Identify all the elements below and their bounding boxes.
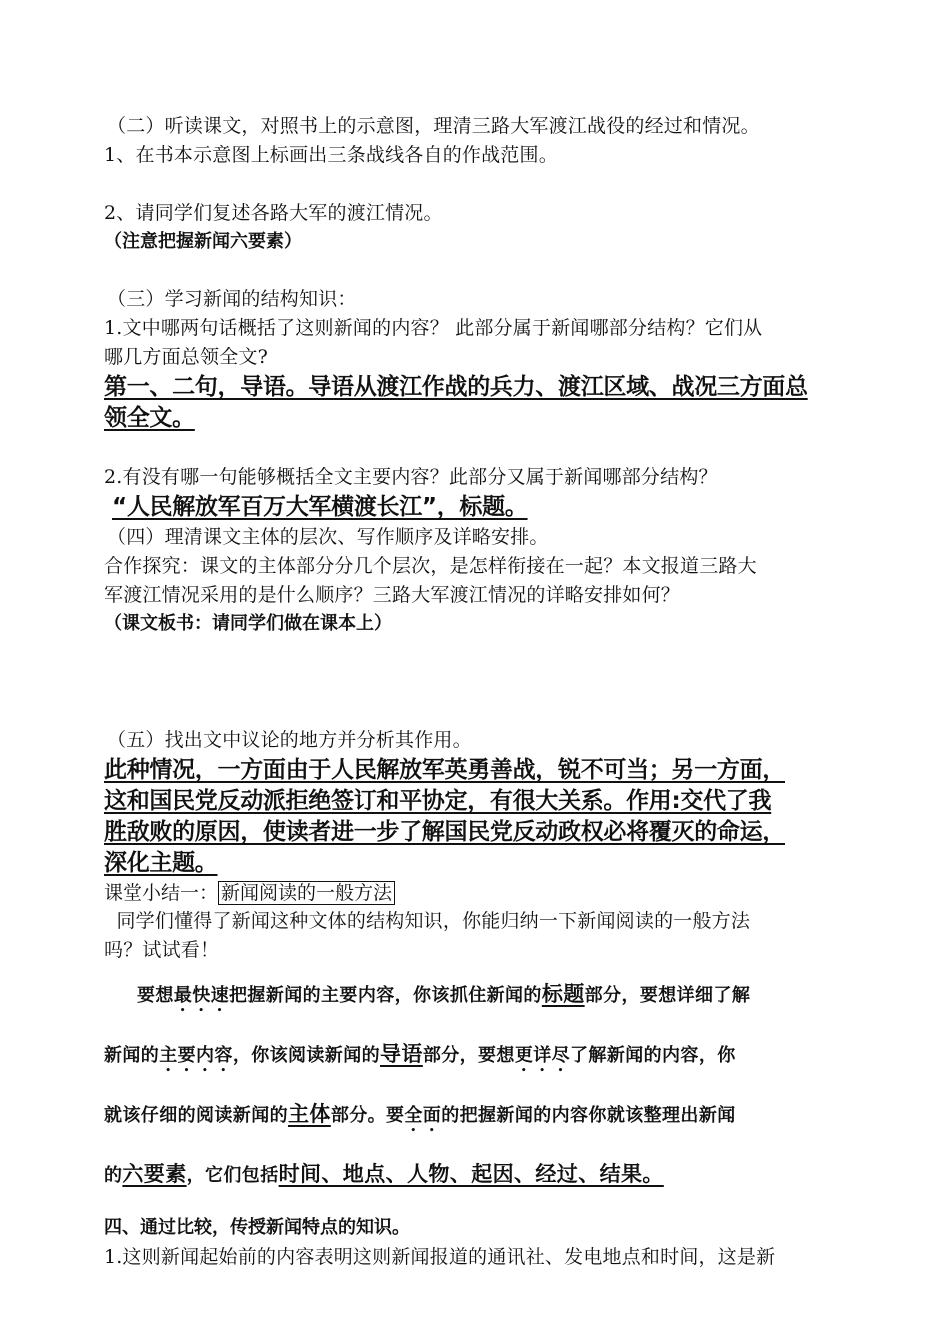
summary-prompt-line-1: 同学们懂得了新闻这种文体的结构知识，你能归纳一下新闻阅读的一般方法 bbox=[104, 910, 751, 932]
method-emphasis: 全面 bbox=[404, 1105, 442, 1126]
method-text: 把握新闻的主要内容，你该抓住新闻的 bbox=[229, 985, 542, 1006]
summary-heading bbox=[104, 879, 850, 907]
method-text: 的 bbox=[104, 1165, 123, 1186]
section-3-heading: （三）学习新闻的结构知识： bbox=[107, 288, 357, 310]
section-5-answer-line-2: 这和国民党反动派拒绝签订和平协定，有很大关系。作用:交代了我 bbox=[104, 788, 772, 814]
section-4-task-line-2: 军渡江情况采用的是什么顺序？三路大军渡江情况的详略安排如何？ bbox=[104, 584, 681, 606]
part-4-line-1: 1.这则新闻起始前的内容表明这则新闻报道的通讯社、发电地点和时间，这是新 bbox=[104, 1246, 776, 1268]
method-text: 部分。要 bbox=[330, 1105, 405, 1126]
method-keyword: 六要素 bbox=[122, 1162, 187, 1186]
section-4-task-line-1: 合作探究：课文的主体部分分几个层次，是怎样衔接在一起？本文报道三路大 bbox=[104, 555, 757, 577]
method-text: 了解新闻的内容，你 bbox=[570, 1045, 736, 1066]
section-2-question-1: 1、在书本示意图上标画出三条战线各自的作战范围。 bbox=[104, 144, 558, 166]
method-keyword: 导语 bbox=[380, 1042, 423, 1066]
part-4-heading: 四、通过比较，传授新闻特点的知识。 bbox=[104, 1217, 410, 1238]
summary-boxed-title: 新闻阅读的一般方法 bbox=[218, 881, 395, 905]
section-4-note: （课文板书：请同学们做在课本上） bbox=[104, 613, 392, 634]
section-5-answer-line-3: 胜敌败的原因，使读者进一步了解国民党反动政权必将覆灭的命运， bbox=[104, 819, 786, 845]
section-4-heading: （四）理清课文主体的层次、写作顺序及详略安排。 bbox=[107, 526, 549, 548]
method-text: 新闻的 bbox=[104, 1045, 160, 1066]
method-line-3 bbox=[104, 1085, 850, 1145]
section-3-question-1-line-2: 哪几方面总领全文? bbox=[104, 346, 268, 368]
method-line-2 bbox=[104, 1025, 850, 1085]
method-keyword: 标题 bbox=[541, 982, 585, 1006]
method-text: ，它们包括 bbox=[186, 1165, 279, 1186]
method-emphasis: 主要内容 bbox=[159, 1045, 233, 1066]
method-line-1 bbox=[104, 965, 850, 1025]
method-text: 就该仔细的阅读新闻的 bbox=[104, 1105, 288, 1126]
section-3-answer-1-line-1: 第一、二句，导语。导语从渡江作战的兵力、渡江区域、战况三方面总 bbox=[104, 374, 808, 400]
method-text: 部分，要想 bbox=[422, 1045, 515, 1066]
method-text: 部分，要想详细了解 bbox=[584, 985, 751, 1006]
section-3-question-2: 2.有没有哪一句能够概括全文主要内容？此部分又属于新闻哪部分结构？ bbox=[104, 466, 718, 488]
section-3-question-1-line-1: 1.文中哪两句话概括了这则新闻的内容？ 此部分属于新闻哪部分结构？它们从 bbox=[104, 317, 763, 339]
section-5-answer-line-4: 深化主题。 bbox=[104, 850, 218, 876]
summary-prompt-line-2: 吗？试试看！ bbox=[104, 939, 220, 961]
method-emphasis: 更详尽 bbox=[514, 1045, 571, 1066]
method-text: 要想 bbox=[137, 985, 174, 1006]
section-2-question-2: 2、请同学们复述各路大军的渡江情况。 bbox=[104, 202, 443, 224]
method-keyword: 时间、地点、人物、起因、经过、结果。 bbox=[278, 1162, 664, 1186]
method-line-4 bbox=[104, 1145, 850, 1205]
document-page bbox=[104, 112, 850, 1272]
section-3-answer-1-line-2: 领全文。 bbox=[104, 405, 195, 431]
section-5-answer-line-1: 此种情况，一方面由于人民解放军英勇善战，锐不可当；另一方面， bbox=[104, 757, 786, 783]
method-text: 的把握新闻的内容你就该整理出新闻 bbox=[441, 1105, 736, 1126]
method-keyword: 主体 bbox=[288, 1102, 331, 1126]
section-2-note: （注意把握新闻六要素） bbox=[104, 231, 302, 252]
section-3-answer-2: “人民解放军百万大军横渡长江”，标题。 bbox=[112, 494, 528, 520]
section-5-heading: （五）找出文中议论的地方并分析其作用。 bbox=[107, 729, 472, 751]
method-text: ，你该阅读新闻的 bbox=[232, 1045, 381, 1066]
section-2-heading: （二）听读课文，对照书上的示意图，理清三路大军渡江战役的经过和情况。 bbox=[107, 115, 760, 137]
summary-label: 课堂小结一： bbox=[104, 882, 219, 904]
method-emphasis: 最快速 bbox=[173, 985, 230, 1006]
